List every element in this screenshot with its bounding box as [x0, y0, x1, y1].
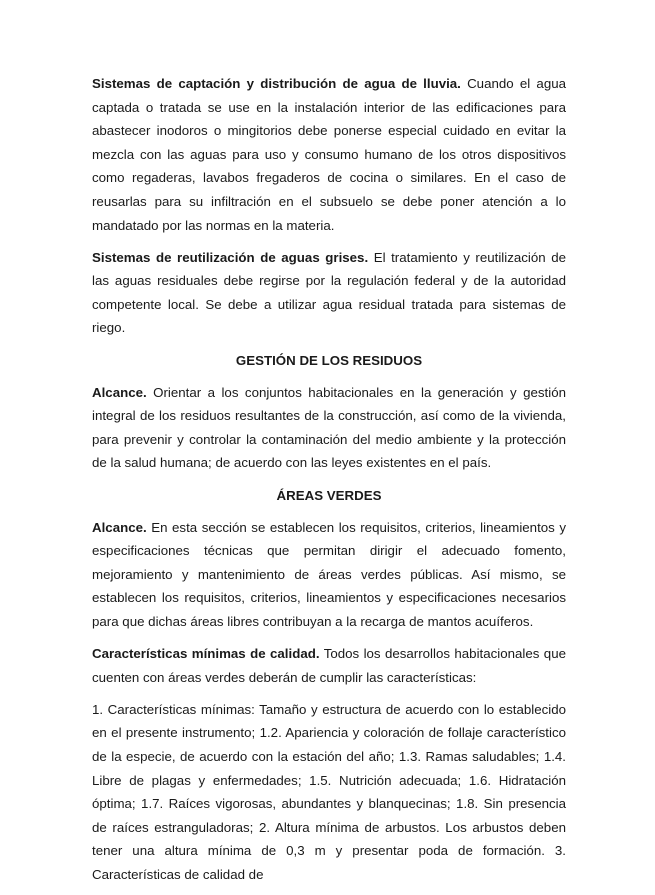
- waste-scope-paragraph: [92, 381, 566, 475]
- rainwater-body: Cuando el agua captada o tratada se use en la instalación interior de las edificaciones para abastecer inodoros o mingitorios debe ponerse especial cuidado en evitar la mezcla con las aguas para uso y consumo humano de los otros dispositivos como regaderas, lavabos fregaderos de cocina o similares. En el caso de reusarlas para su infiltración en el subsuelo se debe poner atención a lo mandatado por las normas en la materia.: [92, 76, 566, 233]
- characteristics-list-paragraph: 1. Características mínimas: Tamaño y estructura de acuerdo con lo establecido en el presente instrumento; 1.2. Apariencia y coloración de follaje característico de la especie, de acuerdo con la estación del año; 1.3. Ramas saludables; 1.4. Libre de plagas y enfermedades; 1.5. Nutrición adecuada; 1.6. Hidratación óptima; 1.7. Raíces vigorosas, abundantes y blanquecinas; 1.8. Sin presencia de raíces estranguladoras; 2. Altura mínima de arbustos. Los arbustos deben tener una altura mínima de 0,3 m y presentar poda de formación. 3. Características de calidad de: [92, 701, 566, 882]
- rainwater-lead: Sistemas de captación y distribución de agua de lluvia.: [92, 76, 461, 91]
- rainwater-paragraph: [92, 72, 566, 237]
- quality-body: Todos los desarrollos habitacionales que cuenten con áreas verdes deberán de cumplir las características:: [92, 646, 566, 685]
- green-scope-lead: Alcance.: [92, 519, 147, 535]
- greywater-lead: Sistemas de reutilización de aguas grises.: [92, 249, 369, 265]
- document-page: [92, 72, 566, 895]
- quality-paragraph: [92, 642, 566, 689]
- greywater-body: El tratamiento y reutilización de las aguas residuales debe regirse por la regulación federal y de la autoridad competente local. Se debe a utilizar agua residual tratada para sistemas de riego.: [92, 249, 566, 336]
- green-areas-heading: ÁREAS VERDES: [276, 487, 382, 503]
- quality-lead: Características mínimas de calidad.: [92, 646, 320, 662]
- greywater-paragraph: [92, 246, 566, 340]
- waste-scope-lead: Alcance.: [92, 384, 147, 400]
- waste-heading: GESTIÓN DE LOS RESIDUOS: [235, 352, 423, 368]
- green-scope-paragraph: [92, 516, 566, 634]
- waste-scope-body: Orientar a los conjuntos habitacionales en la generación y gestión integral de los residuos resultantes de la construcción, así como de la vivienda, para prevenir y controlar la contaminación del medio ambiente y la protección de la salud humana; de acuerdo con las leyes existentes en el país.: [92, 384, 566, 471]
- green-scope-body: En esta sección se establecen los requisitos, criterios, lineamientos y especificaciones técnicas que permitan dirigir el adecuado fomento, mejoramiento y mantenimiento de áreas verdes públicas. Así mismo, se establecen los requisitos, criterios, lineamientos y especificaciones necesarios para que dichas áreas libres contribuyan a la recarga de mantos acuíferos.: [92, 519, 566, 629]
